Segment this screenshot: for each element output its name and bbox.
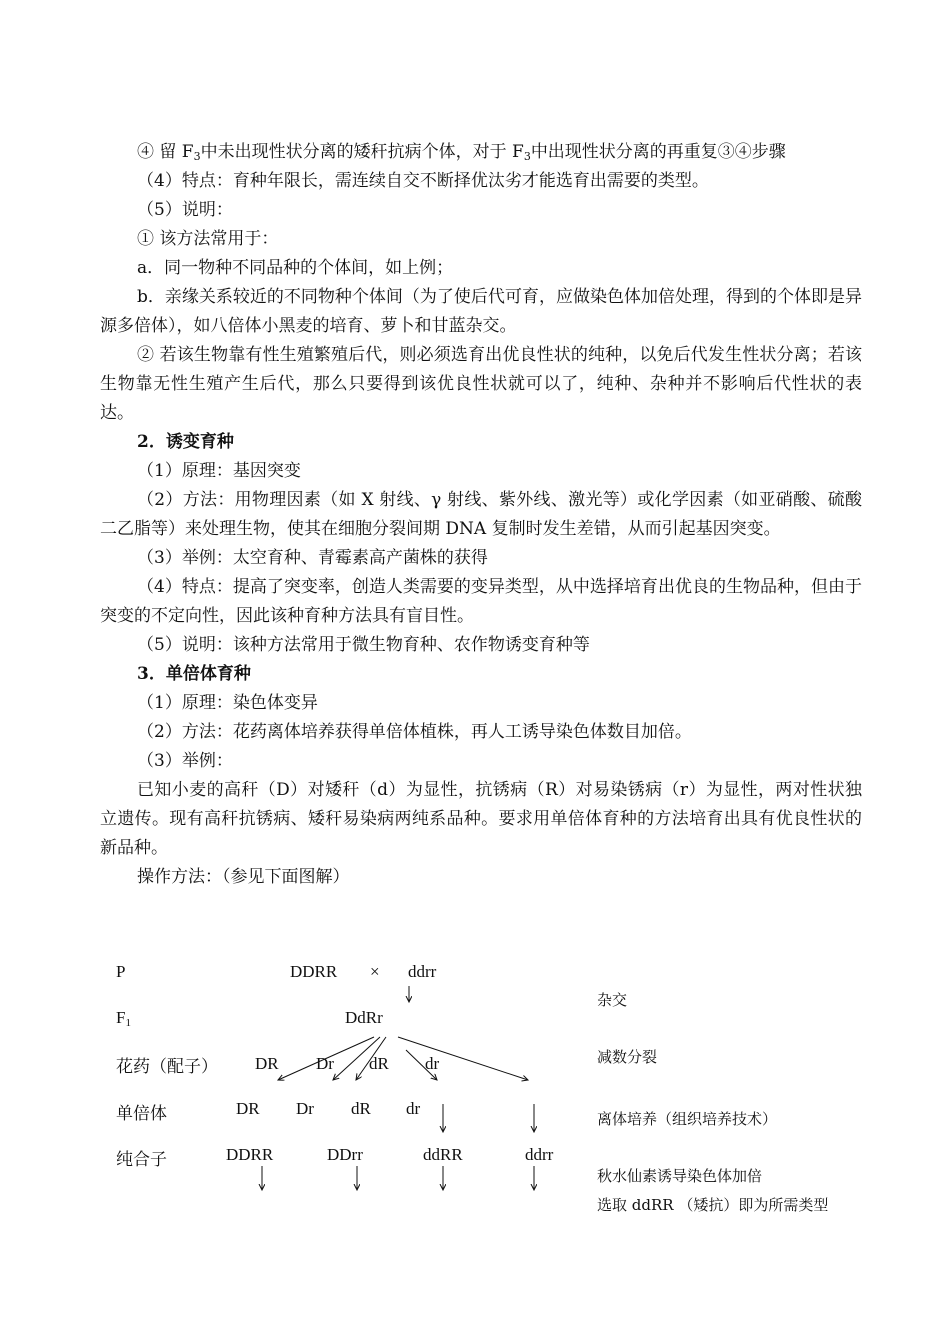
subscript: 1 (125, 1017, 131, 1029)
row-label-f1 (116, 1008, 131, 1028)
paragraph-reproduction: ② 若该生物靠有性生殖繁殖后代，则必须选育出优良性状的纯种，以免后代发生性状分离；若该生物靠无性生殖产生后代，那么只要得到该优良性状就可以了，纯种、杂种并不影响后代性状的表达。 (100, 345, 862, 423)
section-heading-mutation-breeding: 2．诱变育种 (137, 432, 234, 452)
parent-ddrr-dominant: DDRR (290, 962, 338, 981)
row-label-homozygote: 纯合子 (116, 1150, 167, 1169)
paragraph-note-heading: （5）说明： (137, 200, 233, 220)
note-select: 选取 ddRR （矮抗）即为所需类型 (597, 1196, 829, 1214)
note-hybridize: 杂交 (597, 991, 628, 1009)
parent-ddrr-recessive: ddrr (408, 962, 437, 981)
paragraph-method: （2）方法：用物理因素（如 X 射线、γ 射线、紫外线、激光等）或化学因素（如亚硝酸、硫酸二乙脂等）来处理生物，使其在细胞分裂间期 DNA 复制时发生差错，从而引起基因突变。 (100, 490, 862, 539)
paragraph-principle: （1）原理：基因突变 (137, 461, 301, 481)
haploid-3: dR (351, 1099, 371, 1118)
paragraph-usage: ① 该方法常用于： (137, 229, 279, 249)
haploid-2: Dr (296, 1099, 314, 1118)
paragraph-principle-haploid: （1）原理：染色体变异 (137, 693, 318, 713)
text-run: 中未出现性状分离的矮秆抗病个体，对于 F (200, 142, 524, 162)
row-label-p: P (116, 962, 126, 981)
paragraph-wheat-example: 已知小麦的高秆（D）对矮秆（d）为显性，抗锈病（R）对易染锈病（r）为显性，两对性状独立遗传。现有高秆抗锈病、矮秆易染病两纯系品种。要求用单倍体育种的方法培育出具有优良性状的新品种。 (100, 780, 862, 858)
row-label-f1-text: F (116, 1008, 126, 1027)
cross-symbol: × (370, 962, 380, 981)
paragraph-note-mutation: （5）说明：该种方法常用于微生物育种、农作物诱变育种等 (137, 635, 590, 655)
paragraph-example-heading: （3）举例： (137, 751, 233, 771)
subscript: 3 (193, 150, 201, 163)
gamete-2: Dr (316, 1054, 334, 1073)
note-tissue-culture: 离体培养（组织培养技术） (597, 1110, 778, 1128)
paragraph-usage-b: b．亲缘关系较近的不同物种个体间（为了使后代可育，应做染色体加倍处理，得到的个体即是异源多倍体），如八倍体小黑麦的培育、萝卜和甘蓝杂交。 (100, 287, 862, 336)
f1-genotype: DdRr (345, 1008, 383, 1027)
homozygote-3: ddRR (423, 1145, 463, 1164)
row-label-haploid: 单倍体 (116, 1104, 167, 1123)
gamete-1: DR (255, 1054, 279, 1073)
text-run: 中出现性状分离的再重复③④步骤 (530, 142, 786, 162)
note-colchicine: 秋水仙素诱导染色体加倍 (597, 1167, 763, 1185)
paragraph-feature: （4）特点：育种年限长，需连续自交不断择优汰劣才能选育出需要的类型。 (137, 171, 709, 191)
homozygote-1: DDRR (226, 1145, 274, 1164)
document-body (100, 138, 862, 892)
paragraph-feature-mutation: （4）特点：提高了突变率，创造人类需要的变异类型，从中选择培育出优良的生物品种，但由于突变的不定向性，因此该种育种方法具有盲目性。 (100, 577, 862, 626)
note-meiosis: 减数分裂 (597, 1048, 658, 1066)
gamete-4: dr (425, 1054, 440, 1073)
homozygote-2: DDrr (327, 1145, 363, 1164)
paragraph-step4 (100, 138, 862, 167)
paragraph-example: （3）举例：太空育种、青霉素高产菌株的获得 (137, 548, 488, 568)
paragraph-usage-a: a．同一物种不同品种的个体间，如上例； (137, 258, 454, 278)
subscript: 3 (523, 150, 531, 163)
section-heading-haploid-breeding: 3．单倍体育种 (137, 664, 251, 684)
paragraph-operation: 操作方法：（参见下面图解） (137, 867, 350, 887)
paragraph-method-haploid: （2）方法：花药离体培养获得单倍体植株，再人工诱导染色体数目加倍。 (137, 722, 692, 742)
text-run: ④ 留 F (137, 142, 194, 162)
row-label-gametes: 花药（配子） (116, 1057, 218, 1076)
homozygote-4: ddrr (525, 1145, 554, 1164)
gamete-3: dR (369, 1054, 389, 1073)
arrow-gamete-4 (398, 1037, 528, 1080)
haploid-4: dr (406, 1099, 421, 1118)
haploid-1: DR (236, 1099, 260, 1118)
